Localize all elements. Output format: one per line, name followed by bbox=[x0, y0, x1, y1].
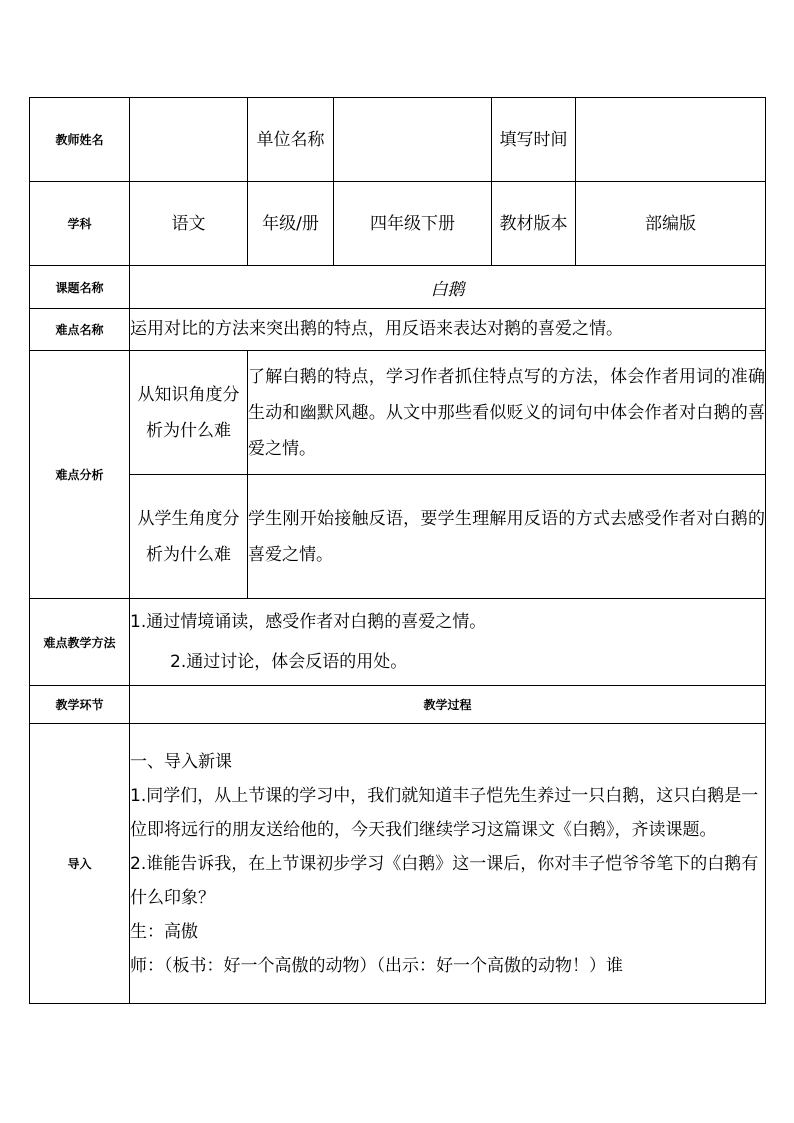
method-label: 难点教学方法 bbox=[30, 599, 130, 686]
grade-label: 年级/册 bbox=[248, 182, 334, 266]
difficulty-row bbox=[30, 309, 766, 351]
difficulty-label: 难点名称 bbox=[30, 309, 130, 351]
analysis-student-row bbox=[30, 475, 766, 599]
teacher-name-label: 教师姓名 bbox=[30, 98, 130, 182]
topic-row bbox=[30, 266, 766, 309]
edition-label: 教材版本 bbox=[492, 182, 576, 266]
subject-label: 学科 bbox=[30, 182, 130, 266]
intro-label: 导入 bbox=[30, 724, 130, 1004]
subject-row bbox=[30, 182, 766, 266]
method-item-2: 2.通过讨论，体会反语的用处。 bbox=[170, 652, 408, 672]
subject-value: 语文 bbox=[130, 182, 248, 266]
intro-line: 1.同学们，从上节课的学习中，我们就知道丰子恺先生养过一只白鹅，这只白鹅是一位即将远行的朋友送给他的，今天我们继续学习这篇课文《白鹅》，齐读课题。 bbox=[130, 785, 759, 840]
method-row bbox=[30, 599, 766, 686]
lesson-plan-page bbox=[29, 97, 765, 1004]
difficulty-value: 运用对比的方法来突出鹅的特点，用反语来表达对鹅的喜爱之情。 bbox=[130, 309, 766, 351]
topic-label: 课题名称 bbox=[30, 266, 130, 309]
intro-line: 师：（板书：好一个高傲的动物）（出示：好一个高傲的动物！）谁 bbox=[130, 955, 623, 976]
knowledge-angle-text: 了解白鹅的特点，学习作者抓住特点写的方法，体会作者用词的准确生动和幽默风趣。从文中那些看似贬义的词句中体会作者对白鹅的喜爱之情。 bbox=[248, 351, 766, 475]
student-angle-text: 学生刚开始接触反语，要学生理解用反语的方式去感受作者对白鹅的喜爱之情。 bbox=[248, 475, 766, 599]
teacher-name-value bbox=[130, 98, 248, 182]
method-content bbox=[130, 599, 766, 686]
fill-time-label: 填写时间 bbox=[492, 98, 576, 182]
analysis-label: 难点分析 bbox=[30, 351, 130, 599]
analysis-knowledge-row bbox=[30, 351, 766, 475]
teacher-info-row bbox=[30, 98, 766, 182]
process-header-row bbox=[30, 686, 766, 724]
intro-content bbox=[130, 724, 766, 1004]
grade-value: 四年级下册 bbox=[334, 182, 492, 266]
process-header: 教学过程 bbox=[130, 686, 766, 724]
stage-header: 教学环节 bbox=[30, 686, 130, 724]
unit-value bbox=[334, 98, 492, 182]
unit-label: 单位名称 bbox=[248, 98, 334, 182]
intro-row bbox=[30, 724, 766, 1004]
edition-value: 部编版 bbox=[576, 182, 766, 266]
intro-line: 2.谁能告诉我，在上节课初步学习《白鹅》这一课后，你对丰子恺爷爷笔下的白鹅有什么印象？ bbox=[130, 853, 759, 908]
intro-line: 一、导入新课 bbox=[130, 751, 232, 772]
intro-line: 生：高傲 bbox=[130, 921, 198, 942]
student-angle-label: 从学生角度分析为什么难 bbox=[130, 475, 248, 599]
knowledge-angle-label: 从知识角度分析为什么难 bbox=[130, 351, 248, 475]
method-item-1: 1.通过情境诵读，感受作者对白鹅的喜爱之情。 bbox=[130, 612, 487, 632]
lesson-plan-table bbox=[29, 97, 766, 1004]
topic-value: 白鹅 bbox=[130, 266, 766, 309]
fill-time-value bbox=[576, 98, 766, 182]
